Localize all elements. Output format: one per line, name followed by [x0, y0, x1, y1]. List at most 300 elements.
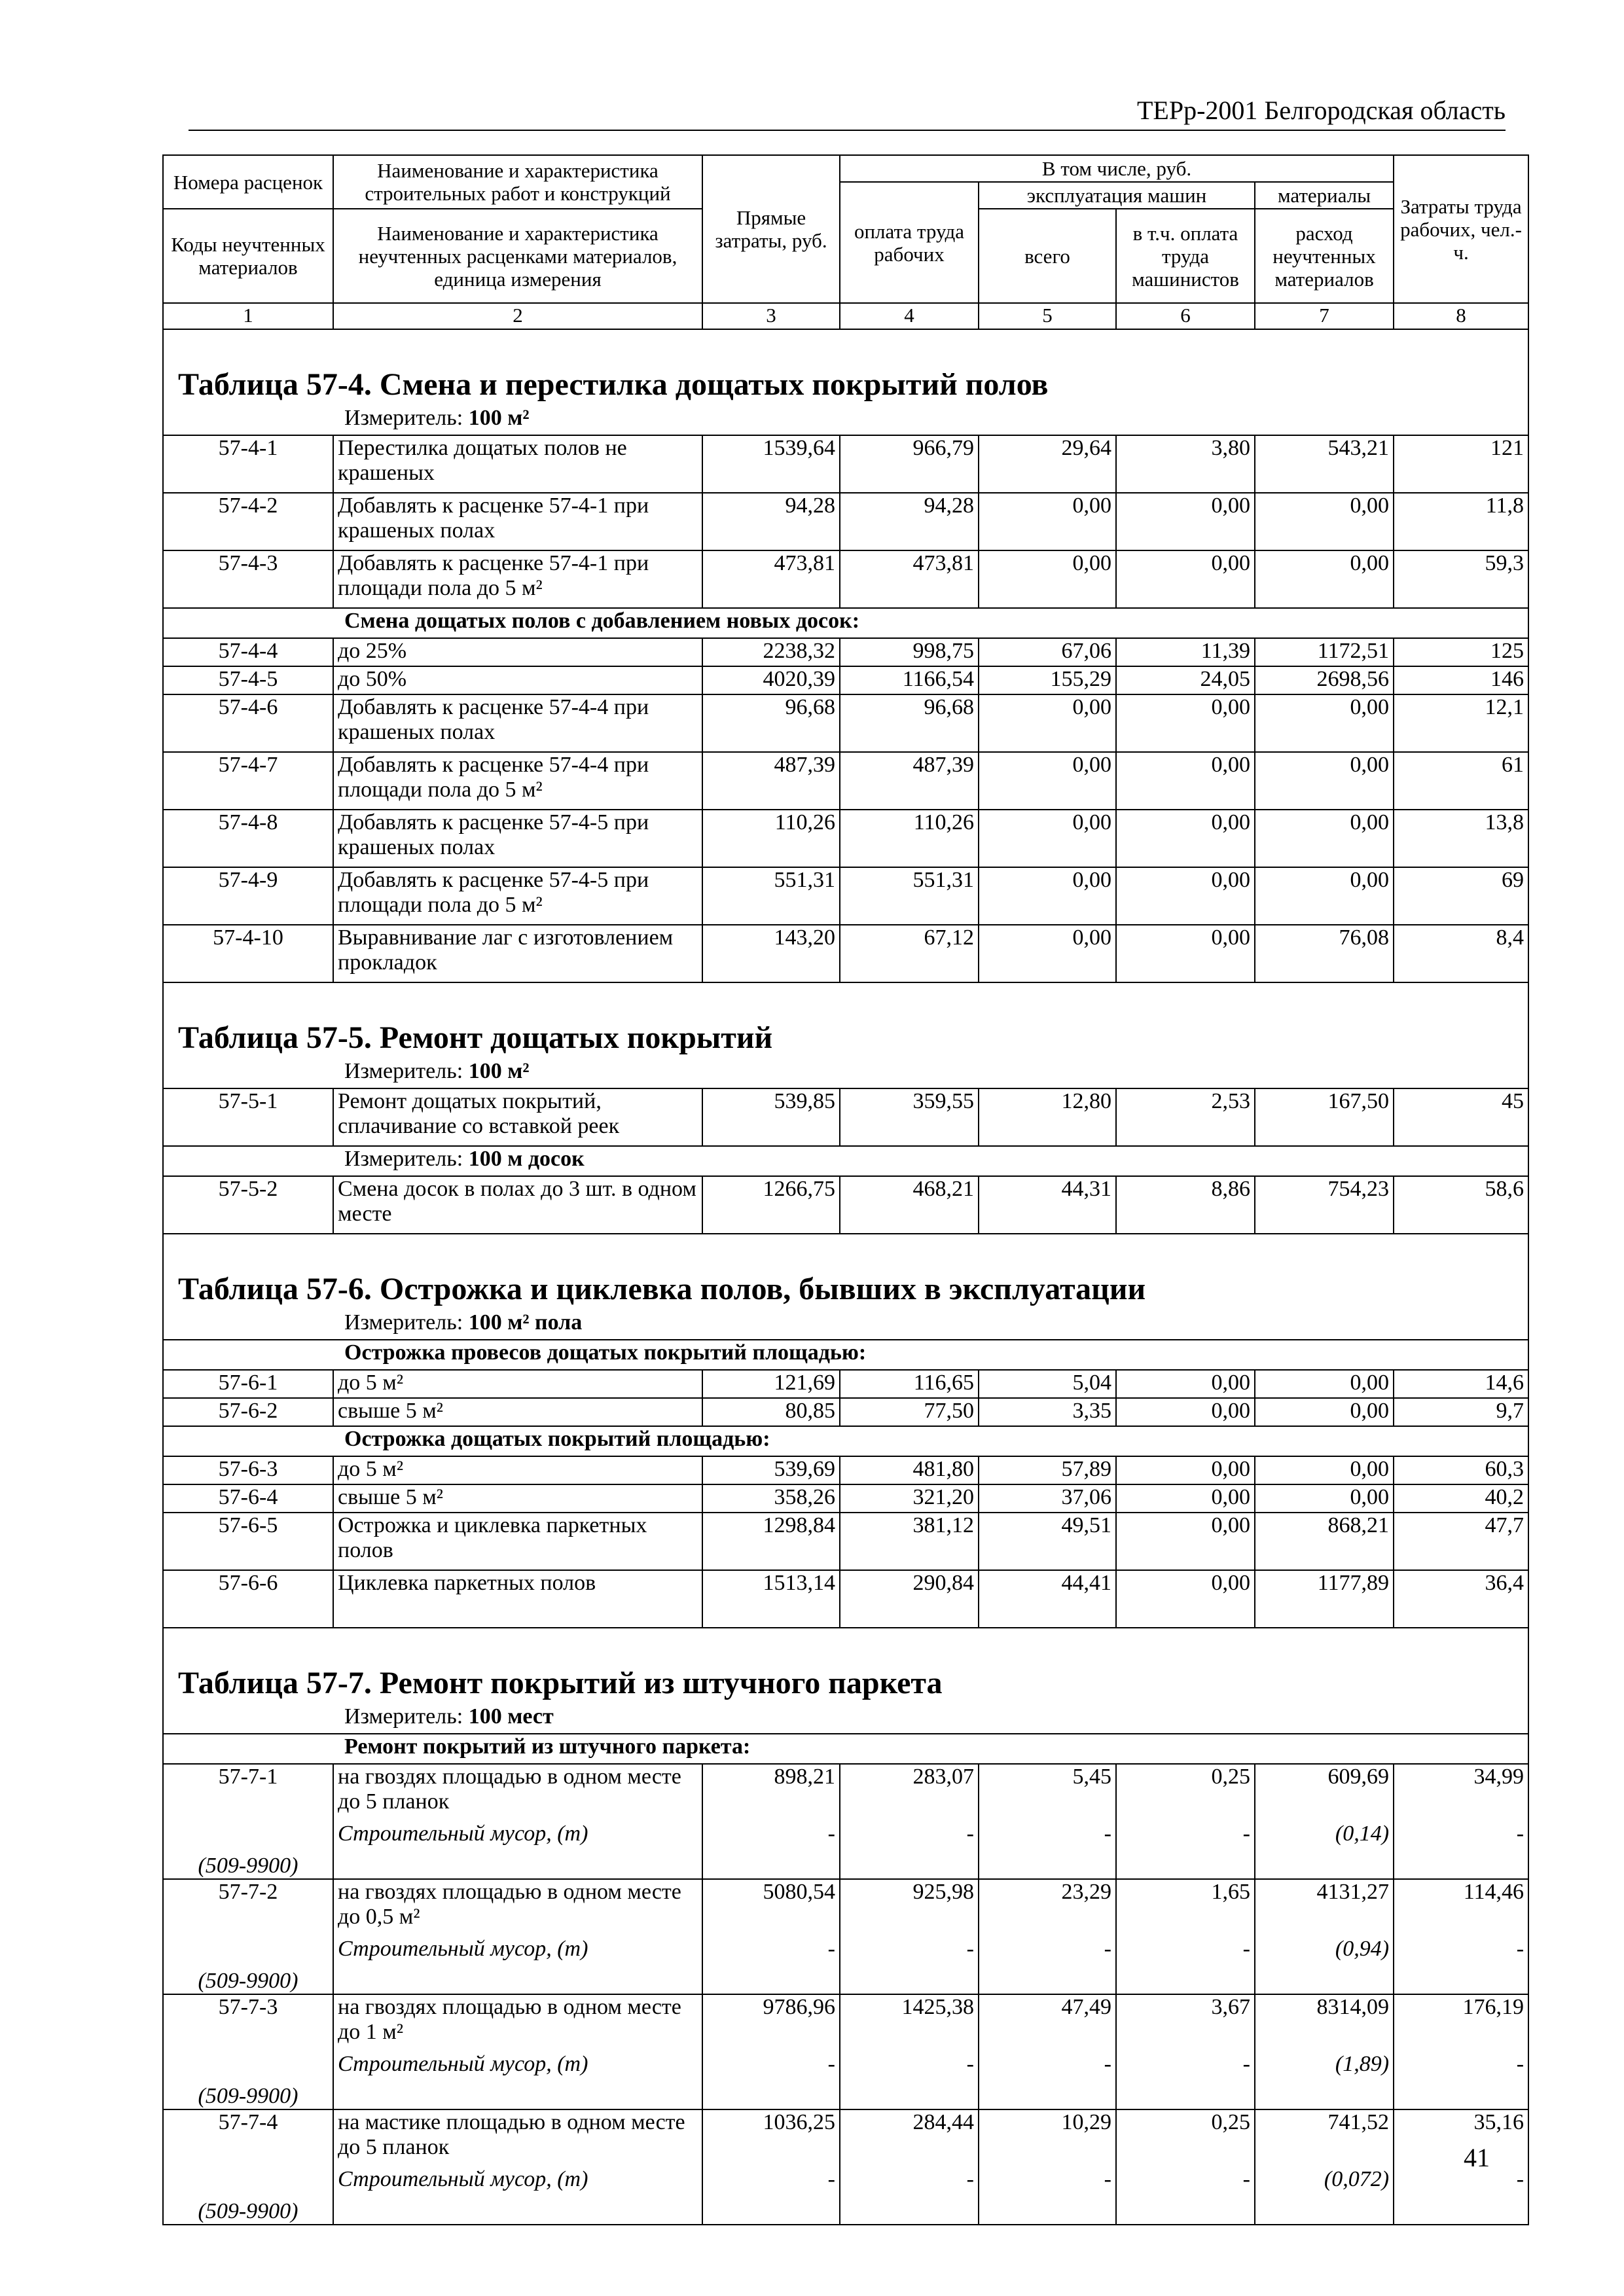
- header-direct-costs: Прямые затраты, руб.: [702, 155, 840, 303]
- work-name: Острожка и циклевка паркетных полов: [333, 1513, 702, 1570]
- subheader-row: [163, 1734, 1528, 1764]
- measure-unit: 100 м² пола: [468, 1310, 583, 1335]
- value-cell: -: [979, 1821, 1116, 1879]
- value-cell: -: [1116, 2052, 1255, 2109]
- column-number: 7: [1255, 303, 1394, 329]
- value-cell: 8,4: [1394, 925, 1528, 982]
- value-cell: 49,51: [979, 1513, 1116, 1570]
- measure-row: [163, 1146, 1528, 1176]
- value-cell: -: [979, 1937, 1116, 1994]
- value-cell: -: [979, 2167, 1116, 2225]
- value-cell: 44,31: [979, 1176, 1116, 1234]
- work-name: Строительный мусор, (т): [333, 1937, 702, 1994]
- table-row: [163, 666, 1528, 694]
- value-cell: 40,2: [1394, 1484, 1528, 1513]
- value-cell: 1177,89: [1255, 1570, 1394, 1628]
- table-row: [163, 1370, 1528, 1398]
- rate-code: (509-9900): [163, 1821, 333, 1879]
- value-cell: 0,00: [1116, 1370, 1255, 1398]
- measure: [163, 1146, 1528, 1176]
- value-cell: 167,50: [1255, 1088, 1394, 1146]
- table-row: [163, 2109, 1528, 2167]
- column-number: 3: [702, 303, 840, 329]
- rate-code: 57-5-2: [163, 1176, 333, 1234]
- section-gap: [163, 982, 1528, 1017]
- value-cell: 45: [1394, 1088, 1528, 1146]
- value-cell: 5080,54: [702, 1879, 840, 1937]
- value-cell: 8314,09: [1255, 1994, 1394, 2052]
- column-number: 8: [1394, 303, 1528, 329]
- value-cell: 551,31: [840, 867, 979, 925]
- value-cell: 0,00: [1116, 1398, 1255, 1426]
- value-cell: 543,21: [1255, 435, 1394, 493]
- value-cell: 473,81: [840, 550, 979, 608]
- value-cell: 69: [1394, 867, 1528, 925]
- work-name: на гвоздях площадью в одном месте до 5 планок: [333, 1764, 702, 1821]
- work-name: Добавлять к расценке 57-4-4 при площади пола до 5 м²: [333, 752, 702, 810]
- work-name: Циклевка паркетных полов: [333, 1570, 702, 1628]
- table-row: [163, 810, 1528, 867]
- value-cell: 284,44: [840, 2109, 979, 2167]
- value-cell: 12,80: [979, 1088, 1116, 1146]
- value-cell: 5,04: [979, 1370, 1116, 1398]
- value-cell: -: [702, 1821, 840, 1879]
- value-cell: 3,80: [1116, 435, 1255, 493]
- value-cell: 155,29: [979, 666, 1116, 694]
- value-cell: 1298,84: [702, 1513, 840, 1570]
- value-cell: 2238,32: [702, 638, 840, 666]
- value-cell: 47,49: [979, 1994, 1116, 2052]
- value-cell: 283,07: [840, 1764, 979, 1821]
- value-cell: -: [1116, 1937, 1255, 1994]
- value-cell: 0,00: [1116, 1484, 1255, 1513]
- value-cell: -: [1394, 2167, 1528, 2225]
- value-cell: 1,65: [1116, 1879, 1255, 1937]
- value-cell: 47,7: [1394, 1513, 1528, 1570]
- table-row: [163, 925, 1528, 982]
- rate-code: 57-4-6: [163, 694, 333, 752]
- table-body: [163, 329, 1528, 2225]
- value-cell: 114,46: [1394, 1879, 1528, 1937]
- value-cell: 44,41: [979, 1570, 1116, 1628]
- table-row: [163, 1176, 1528, 1234]
- header-title: ТЕРр-2001 Белгородская область: [1136, 96, 1506, 125]
- value-cell: 0,00: [1255, 550, 1394, 608]
- value-cell: 0,00: [979, 752, 1116, 810]
- value-cell: 966,79: [840, 435, 979, 493]
- table-row: [163, 1398, 1528, 1426]
- value-cell: 0,00: [1116, 1456, 1255, 1484]
- rate-code: 57-7-2: [163, 1879, 333, 1937]
- value-cell: 0,00: [1255, 867, 1394, 925]
- rate-code: 57-7-1: [163, 1764, 333, 1821]
- header-machine-operation: эксплуатация машин: [979, 182, 1255, 209]
- table-row: [163, 867, 1528, 925]
- value-cell: 0,00: [1116, 867, 1255, 925]
- column-number: 1: [163, 303, 333, 329]
- value-cell: 67,12: [840, 925, 979, 982]
- table-row: [163, 2167, 1528, 2225]
- table-row: [163, 1456, 1528, 1484]
- work-name: Строительный мусор, (т): [333, 2167, 702, 2225]
- work-name: до 5 м²: [333, 1456, 702, 1484]
- subheader-row: [163, 1426, 1528, 1456]
- value-cell: 481,80: [840, 1456, 979, 1484]
- measure-label: Измеритель:: [344, 1147, 463, 1171]
- table-row: [163, 1821, 1528, 1879]
- header-work-name: Наименование и характеристика строительных работ и конструкций: [333, 155, 702, 209]
- table-title: Таблица 57-4. Смена и перестилка дощатых покрытий полов: [163, 364, 1528, 406]
- measure-label: Измеритель:: [344, 406, 463, 430]
- value-cell: 8,86: [1116, 1176, 1255, 1234]
- work-name: до 25%: [333, 638, 702, 666]
- value-cell: 36,4: [1394, 1570, 1528, 1628]
- table-row: [163, 435, 1528, 493]
- value-cell: 61: [1394, 752, 1528, 810]
- table-title: Таблица 57-7. Ремонт покрытий из штучного паркета: [163, 1662, 1528, 1704]
- value-cell: 1513,14: [702, 1570, 840, 1628]
- value-cell: 110,26: [840, 810, 979, 867]
- value-cell: 0,00: [1255, 493, 1394, 550]
- rate-code: 57-4-8: [163, 810, 333, 867]
- header-materials: материалы: [1255, 182, 1394, 209]
- value-cell: 468,21: [840, 1176, 979, 1234]
- table-row: [163, 1570, 1528, 1628]
- value-cell: 0,00: [1116, 1513, 1255, 1570]
- value-cell: 0,25: [1116, 1764, 1255, 1821]
- measure-unit: 100 мест: [468, 1704, 554, 1729]
- value-cell: 3,35: [979, 1398, 1116, 1426]
- rate-code: 57-6-2: [163, 1398, 333, 1426]
- rate-code: 57-4-7: [163, 752, 333, 810]
- value-cell: 143,20: [702, 925, 840, 982]
- value-cell: 35,16: [1394, 2109, 1528, 2167]
- value-cell: 176,19: [1394, 1994, 1528, 2052]
- value-cell: (1,89): [1255, 2052, 1394, 2109]
- value-cell: 60,3: [1394, 1456, 1528, 1484]
- header-labor-costs: Затраты труда рабочих, чел.-ч.: [1394, 155, 1528, 303]
- table-row: [163, 1513, 1528, 1570]
- table-title: Таблица 57-5. Ремонт дощатых покрытий: [163, 1017, 1528, 1059]
- value-cell: 121,69: [702, 1370, 840, 1398]
- table-title-row: [163, 1268, 1528, 1310]
- table-row: [163, 550, 1528, 608]
- page-header: [189, 98, 1506, 131]
- value-cell: 539,69: [702, 1456, 840, 1484]
- value-cell: 0,00: [1116, 925, 1255, 982]
- table-row: [163, 1937, 1528, 1994]
- section-gap: [163, 1234, 1528, 1268]
- value-cell: 34,99: [1394, 1764, 1528, 1821]
- work-name: Добавлять к расценке 57-4-1 при площади пола до 5 м²: [333, 550, 702, 608]
- table-row: [163, 694, 1528, 752]
- value-cell: 0,00: [979, 493, 1116, 550]
- value-cell: 609,69: [1255, 1764, 1394, 1821]
- value-cell: 741,52: [1255, 2109, 1394, 2167]
- table-row: [163, 1484, 1528, 1513]
- value-cell: 11,8: [1394, 493, 1528, 550]
- work-name: на мастике площадью в одном месте до 5 планок: [333, 2109, 702, 2167]
- measure-label: Измеритель:: [344, 1704, 463, 1729]
- value-cell: -: [1116, 1821, 1255, 1879]
- value-cell: (0,94): [1255, 1937, 1394, 1994]
- page-number: 41: [1464, 2143, 1490, 2172]
- value-cell: 0,00: [979, 925, 1116, 982]
- rate-code: 57-6-6: [163, 1570, 333, 1628]
- measure-unit: 100 м досок: [468, 1147, 585, 1171]
- value-cell: 57,89: [979, 1456, 1116, 1484]
- value-cell: 925,98: [840, 1879, 979, 1937]
- value-cell: 77,50: [840, 1398, 979, 1426]
- value-cell: 96,68: [702, 694, 840, 752]
- measure-label: Измеритель:: [344, 1310, 463, 1335]
- measure-unit: 100 м²: [468, 406, 530, 430]
- work-name: Строительный мусор, (т): [333, 2052, 702, 2109]
- value-cell: 0,00: [1116, 752, 1255, 810]
- value-cell: 0,25: [1116, 2109, 1255, 2167]
- subheader: Ремонт покрытий из штучного паркета:: [163, 1734, 1528, 1764]
- work-name: Выравнивание лаг с изготовлением прокладок: [333, 925, 702, 982]
- work-name: до 50%: [333, 666, 702, 694]
- value-cell: 96,68: [840, 694, 979, 752]
- section-gap: [163, 329, 1528, 364]
- column-number: 4: [840, 303, 979, 329]
- value-cell: 0,00: [1116, 810, 1255, 867]
- value-cell: 0,00: [1116, 1570, 1255, 1628]
- value-cell: 0,00: [1255, 752, 1394, 810]
- value-cell: -: [979, 2052, 1116, 2109]
- value-cell: 94,28: [702, 493, 840, 550]
- measure-label: Измеритель:: [344, 1059, 463, 1083]
- header-unaccounted-materials: Наименование и характеристика неучтенных расценками материалов, единица измерения: [333, 209, 702, 303]
- value-cell: 4131,27: [1255, 1879, 1394, 1937]
- value-cell: 0,00: [1116, 694, 1255, 752]
- value-cell: 67,06: [979, 638, 1116, 666]
- table-row: [163, 1994, 1528, 2052]
- rate-code: 57-4-3: [163, 550, 333, 608]
- work-name: на гвоздях площадью в одном месте до 0,5 м²: [333, 1879, 702, 1937]
- rate-code: 57-4-1: [163, 435, 333, 493]
- work-name: Строительный мусор, (т): [333, 1821, 702, 1879]
- value-cell: (0,14): [1255, 1821, 1394, 1879]
- value-cell: 110,26: [702, 810, 840, 867]
- table-title-row: [163, 1662, 1528, 1704]
- measure-row: [163, 1310, 1528, 1340]
- measure: [163, 406, 1528, 435]
- work-name: Ремонт дощатых покрытий, сплачивание со вставкой реек: [333, 1088, 702, 1146]
- column-number: 2: [333, 303, 702, 329]
- header-including: В том числе, руб.: [840, 155, 1394, 182]
- rates-table: [162, 154, 1529, 2225]
- rate-code: 57-5-1: [163, 1088, 333, 1146]
- header-machine-total: всего: [979, 209, 1116, 303]
- value-cell: 473,81: [702, 550, 840, 608]
- header-rate-numbers: Номера расценок: [163, 155, 333, 209]
- value-cell: (0,072): [1255, 2167, 1394, 2225]
- value-cell: 76,08: [1255, 925, 1394, 982]
- subheader-row: [163, 1340, 1528, 1370]
- rate-code: (509-9900): [163, 2052, 333, 2109]
- work-name: на гвоздях площадью в одном месте до 1 м²: [333, 1994, 702, 2052]
- value-cell: 1166,54: [840, 666, 979, 694]
- subheader: Острожка провесов дощатых покрытий площадью:: [163, 1340, 1528, 1370]
- value-cell: -: [840, 2052, 979, 2109]
- value-cell: 1036,25: [702, 2109, 840, 2167]
- value-cell: -: [1394, 2052, 1528, 2109]
- rate-code: 57-6-3: [163, 1456, 333, 1484]
- value-cell: 94,28: [840, 493, 979, 550]
- value-cell: 2,53: [1116, 1088, 1255, 1146]
- value-cell: 539,85: [702, 1088, 840, 1146]
- rate-code: 57-4-2: [163, 493, 333, 550]
- measure: [163, 1310, 1528, 1340]
- value-cell: 0,00: [1116, 550, 1255, 608]
- rate-code: 57-7-3: [163, 1994, 333, 2052]
- value-cell: 487,39: [840, 752, 979, 810]
- table-header: [163, 155, 1528, 329]
- value-cell: 9,7: [1394, 1398, 1528, 1426]
- measure: [163, 1059, 1528, 1088]
- value-cell: 868,21: [1255, 1513, 1394, 1570]
- value-cell: 125: [1394, 638, 1528, 666]
- rate-code: 57-7-4: [163, 2109, 333, 2167]
- rate-code: 57-4-4: [163, 638, 333, 666]
- work-name: свыше 5 м²: [333, 1398, 702, 1426]
- value-cell: 5,45: [979, 1764, 1116, 1821]
- value-cell: 487,39: [702, 752, 840, 810]
- header-unaccounted-codes: Коды неучтенных материалов: [163, 209, 333, 303]
- value-cell: 0,00: [1255, 694, 1394, 752]
- table-title-row: [163, 1017, 1528, 1059]
- value-cell: 0,00: [979, 810, 1116, 867]
- rate-code: 57-4-5: [163, 666, 333, 694]
- rate-code: 57-4-10: [163, 925, 333, 982]
- value-cell: 0,00: [979, 694, 1116, 752]
- rate-code: (509-9900): [163, 2167, 333, 2225]
- value-cell: 551,31: [702, 867, 840, 925]
- value-cell: 37,06: [979, 1484, 1116, 1513]
- value-cell: 898,21: [702, 1764, 840, 1821]
- subheader: Смена дощатых полов с добавлением новых досок:: [163, 608, 1528, 638]
- value-cell: 290,84: [840, 1570, 979, 1628]
- value-cell: 998,75: [840, 638, 979, 666]
- value-cell: 381,12: [840, 1513, 979, 1570]
- header-material-consumption: расход неучтенных материалов: [1255, 209, 1394, 303]
- value-cell: 0,00: [979, 867, 1116, 925]
- work-name: Смена досок в полах до 3 шт. в одном месте: [333, 1176, 702, 1234]
- value-cell: 9786,96: [702, 1994, 840, 2052]
- table-title: Таблица 57-6. Острожка и циклевка полов, бывших в эксплуатации: [163, 1268, 1528, 1310]
- table-row: [163, 752, 1528, 810]
- value-cell: -: [840, 2167, 979, 2225]
- column-number: 6: [1116, 303, 1255, 329]
- header-worker-pay: оплата труда рабочих: [840, 182, 979, 303]
- value-cell: 10,29: [979, 2109, 1116, 2167]
- table-row: [163, 638, 1528, 666]
- subheader: Острожка дощатых покрытий площадью:: [163, 1426, 1528, 1456]
- value-cell: 13,8: [1394, 810, 1528, 867]
- value-cell: -: [702, 2052, 840, 2109]
- value-cell: 58,6: [1394, 1176, 1528, 1234]
- value-cell: 24,05: [1116, 666, 1255, 694]
- value-cell: 14,6: [1394, 1370, 1528, 1398]
- value-cell: 359,55: [840, 1088, 979, 1146]
- value-cell: -: [702, 2167, 840, 2225]
- value-cell: 146: [1394, 666, 1528, 694]
- table-row: [163, 1764, 1528, 1821]
- work-name: свыше 5 м²: [333, 1484, 702, 1513]
- value-cell: 29,64: [979, 435, 1116, 493]
- value-cell: 11,39: [1116, 638, 1255, 666]
- value-cell: -: [1394, 1821, 1528, 1879]
- table-row: [163, 1088, 1528, 1146]
- work-name: Добавлять к расценке 57-4-4 при крашеных полах: [333, 694, 702, 752]
- value-cell: 1172,51: [1255, 638, 1394, 666]
- measure-row: [163, 406, 1528, 435]
- measure-row: [163, 1704, 1528, 1734]
- value-cell: 80,85: [702, 1398, 840, 1426]
- header-machinist-pay: в т.ч. оплата труда машинистов: [1116, 209, 1255, 303]
- value-cell: 121: [1394, 435, 1528, 493]
- value-cell: 2698,56: [1255, 666, 1394, 694]
- column-number: 5: [979, 303, 1116, 329]
- value-cell: 0,00: [1255, 1398, 1394, 1426]
- value-cell: -: [1116, 2167, 1255, 2225]
- measure: [163, 1704, 1528, 1734]
- value-cell: -: [840, 1937, 979, 1994]
- section-gap: [163, 1628, 1528, 1662]
- value-cell: 0,00: [1116, 493, 1255, 550]
- rate-code: 57-4-9: [163, 867, 333, 925]
- value-cell: 4020,39: [702, 666, 840, 694]
- work-name: Перестилка дощатых полов не крашеных: [333, 435, 702, 493]
- work-name: Добавлять к расценке 57-4-1 при крашеных полах: [333, 493, 702, 550]
- value-cell: 1539,64: [702, 435, 840, 493]
- value-cell: -: [702, 1937, 840, 1994]
- measure-row: [163, 1059, 1528, 1088]
- value-cell: 321,20: [840, 1484, 979, 1513]
- value-cell: 1266,75: [702, 1176, 840, 1234]
- rate-code: 57-6-5: [163, 1513, 333, 1570]
- table-row: [163, 493, 1528, 550]
- work-name: Добавлять к расценке 57-4-5 при площади пола до 5 м²: [333, 867, 702, 925]
- work-name: до 5 м²: [333, 1370, 702, 1398]
- rate-code: 57-6-1: [163, 1370, 333, 1398]
- value-cell: -: [1394, 1937, 1528, 1994]
- value-cell: 12,1: [1394, 694, 1528, 752]
- table-title-row: [163, 364, 1528, 406]
- value-cell: 754,23: [1255, 1176, 1394, 1234]
- value-cell: 3,67: [1116, 1994, 1255, 2052]
- rate-code: (509-9900): [163, 1937, 333, 1994]
- value-cell: 59,3: [1394, 550, 1528, 608]
- table-row: [163, 2052, 1528, 2109]
- value-cell: -: [840, 1821, 979, 1879]
- value-cell: 23,29: [979, 1879, 1116, 1937]
- value-cell: 1425,38: [840, 1994, 979, 2052]
- rate-code: 57-6-4: [163, 1484, 333, 1513]
- value-cell: 0,00: [979, 550, 1116, 608]
- value-cell: 116,65: [840, 1370, 979, 1398]
- table-row: [163, 1879, 1528, 1937]
- value-cell: 0,00: [1255, 1456, 1394, 1484]
- value-cell: 358,26: [702, 1484, 840, 1513]
- work-name: Добавлять к расценке 57-4-5 при крашеных полах: [333, 810, 702, 867]
- measure-unit: 100 м²: [468, 1059, 530, 1083]
- value-cell: 0,00: [1255, 1484, 1394, 1513]
- subheader-row: [163, 608, 1528, 638]
- value-cell: 0,00: [1255, 810, 1394, 867]
